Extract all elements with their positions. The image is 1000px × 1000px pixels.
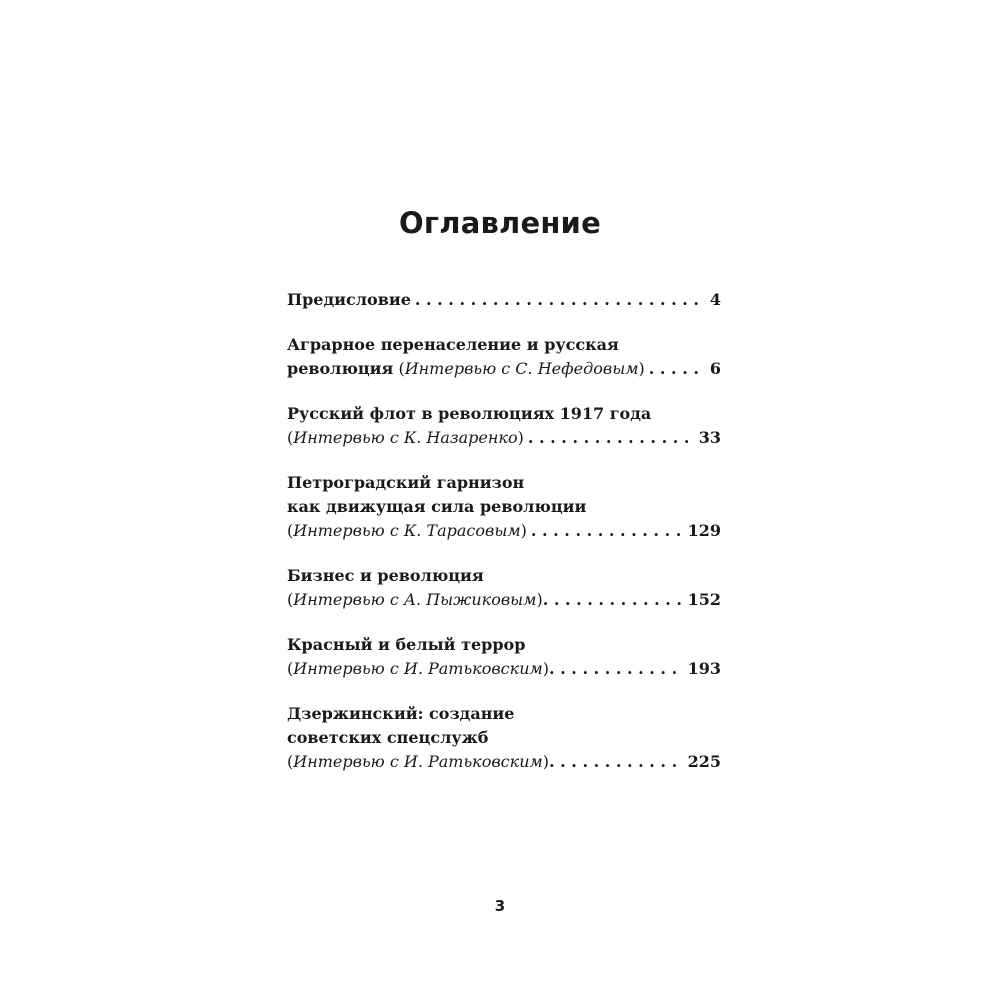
toc-entry-fleet[interactable]: [287, 402, 721, 450]
toc-page-number: 129: [687, 521, 721, 540]
toc-line: [287, 402, 721, 426]
toc-line: [287, 288, 721, 312]
paren-open: (: [287, 590, 294, 609]
toc-entry-business[interactable]: [287, 564, 721, 612]
toc-line: [287, 519, 721, 543]
toc-entry-title: революция: [287, 359, 394, 378]
toc-line: [287, 633, 721, 657]
toc-line: [287, 588, 721, 612]
paren-close: ): [542, 659, 550, 678]
paren-close: ): [638, 359, 645, 378]
toc-interview: Интервью с И. Ратьковским: [293, 659, 543, 678]
paren-open: (: [287, 521, 294, 540]
dot-leader: [549, 657, 684, 681]
paren-open: (: [287, 752, 294, 771]
toc-entry-title: Бизнес и революция: [287, 566, 484, 585]
paren-open: (: [393, 359, 405, 378]
dot-leader: [528, 426, 695, 450]
toc-line: [287, 564, 721, 588]
table-of-contents: [287, 288, 721, 795]
paren-open: (: [287, 428, 294, 447]
toc-line: [287, 750, 721, 774]
toc-interview: Интервью с И. Ратьковским: [293, 752, 543, 771]
toc-entry-title: Петроградский гарнизон: [287, 473, 525, 492]
page-title: Оглавление: [399, 206, 601, 240]
toc-page-number: 4: [709, 290, 721, 309]
paren-close: ): [536, 590, 543, 609]
paren-close: ): [520, 521, 527, 540]
toc-entry-title: Аграрное перенаселение и русская: [287, 335, 619, 354]
toc-entry-title: Дзержинский: создание: [287, 704, 515, 723]
toc-entry-title: как движущая сила революции: [287, 497, 587, 516]
toc-line: [287, 357, 721, 381]
paren-open: (: [287, 659, 294, 678]
page-number-folio: 3: [494, 897, 506, 915]
dot-leader: [549, 750, 684, 774]
toc-page-number: 225: [687, 752, 721, 771]
toc-entry-dzerzhinsky[interactable]: [287, 702, 721, 774]
dot-leader: [543, 588, 684, 612]
toc-line: [287, 426, 721, 450]
dot-leader: [415, 288, 706, 312]
toc-entry-garrison[interactable]: [287, 471, 721, 543]
toc-entry-preface[interactable]: [287, 288, 721, 312]
toc-entry-title: Русский флот в революциях 1917 года: [287, 404, 652, 423]
toc-entry-agrarian[interactable]: [287, 333, 721, 381]
toc-line: [287, 726, 721, 750]
toc-interview: Интервью с К. Тарасовым: [293, 521, 521, 540]
paren-close: ): [517, 428, 524, 447]
toc-line: [287, 657, 721, 681]
toc-line: [287, 495, 721, 519]
toc-entry-title: Предисловие: [287, 290, 411, 309]
toc-line: [287, 471, 721, 495]
dot-leader: [531, 519, 684, 543]
toc-page-number: 6: [709, 359, 721, 378]
toc-page-number: 193: [687, 659, 721, 678]
toc-interview: Интервью с К. Назаренко: [293, 428, 518, 447]
toc-interview: Интервью с С. Нефедовым: [404, 359, 639, 378]
toc-entry-title: советских спецслужб: [287, 728, 489, 747]
dot-leader: [649, 357, 706, 381]
toc-page-number: 152: [687, 590, 721, 609]
toc-page-number: 33: [698, 428, 721, 447]
toc-entry-title: Красный и белый террор: [287, 635, 526, 654]
paren-close: ): [542, 752, 550, 771]
toc-line: [287, 333, 721, 357]
toc-line: [287, 702, 721, 726]
toc-interview: Интервью с А. Пыжиковым: [293, 590, 537, 609]
toc-entry-terror[interactable]: [287, 633, 721, 681]
